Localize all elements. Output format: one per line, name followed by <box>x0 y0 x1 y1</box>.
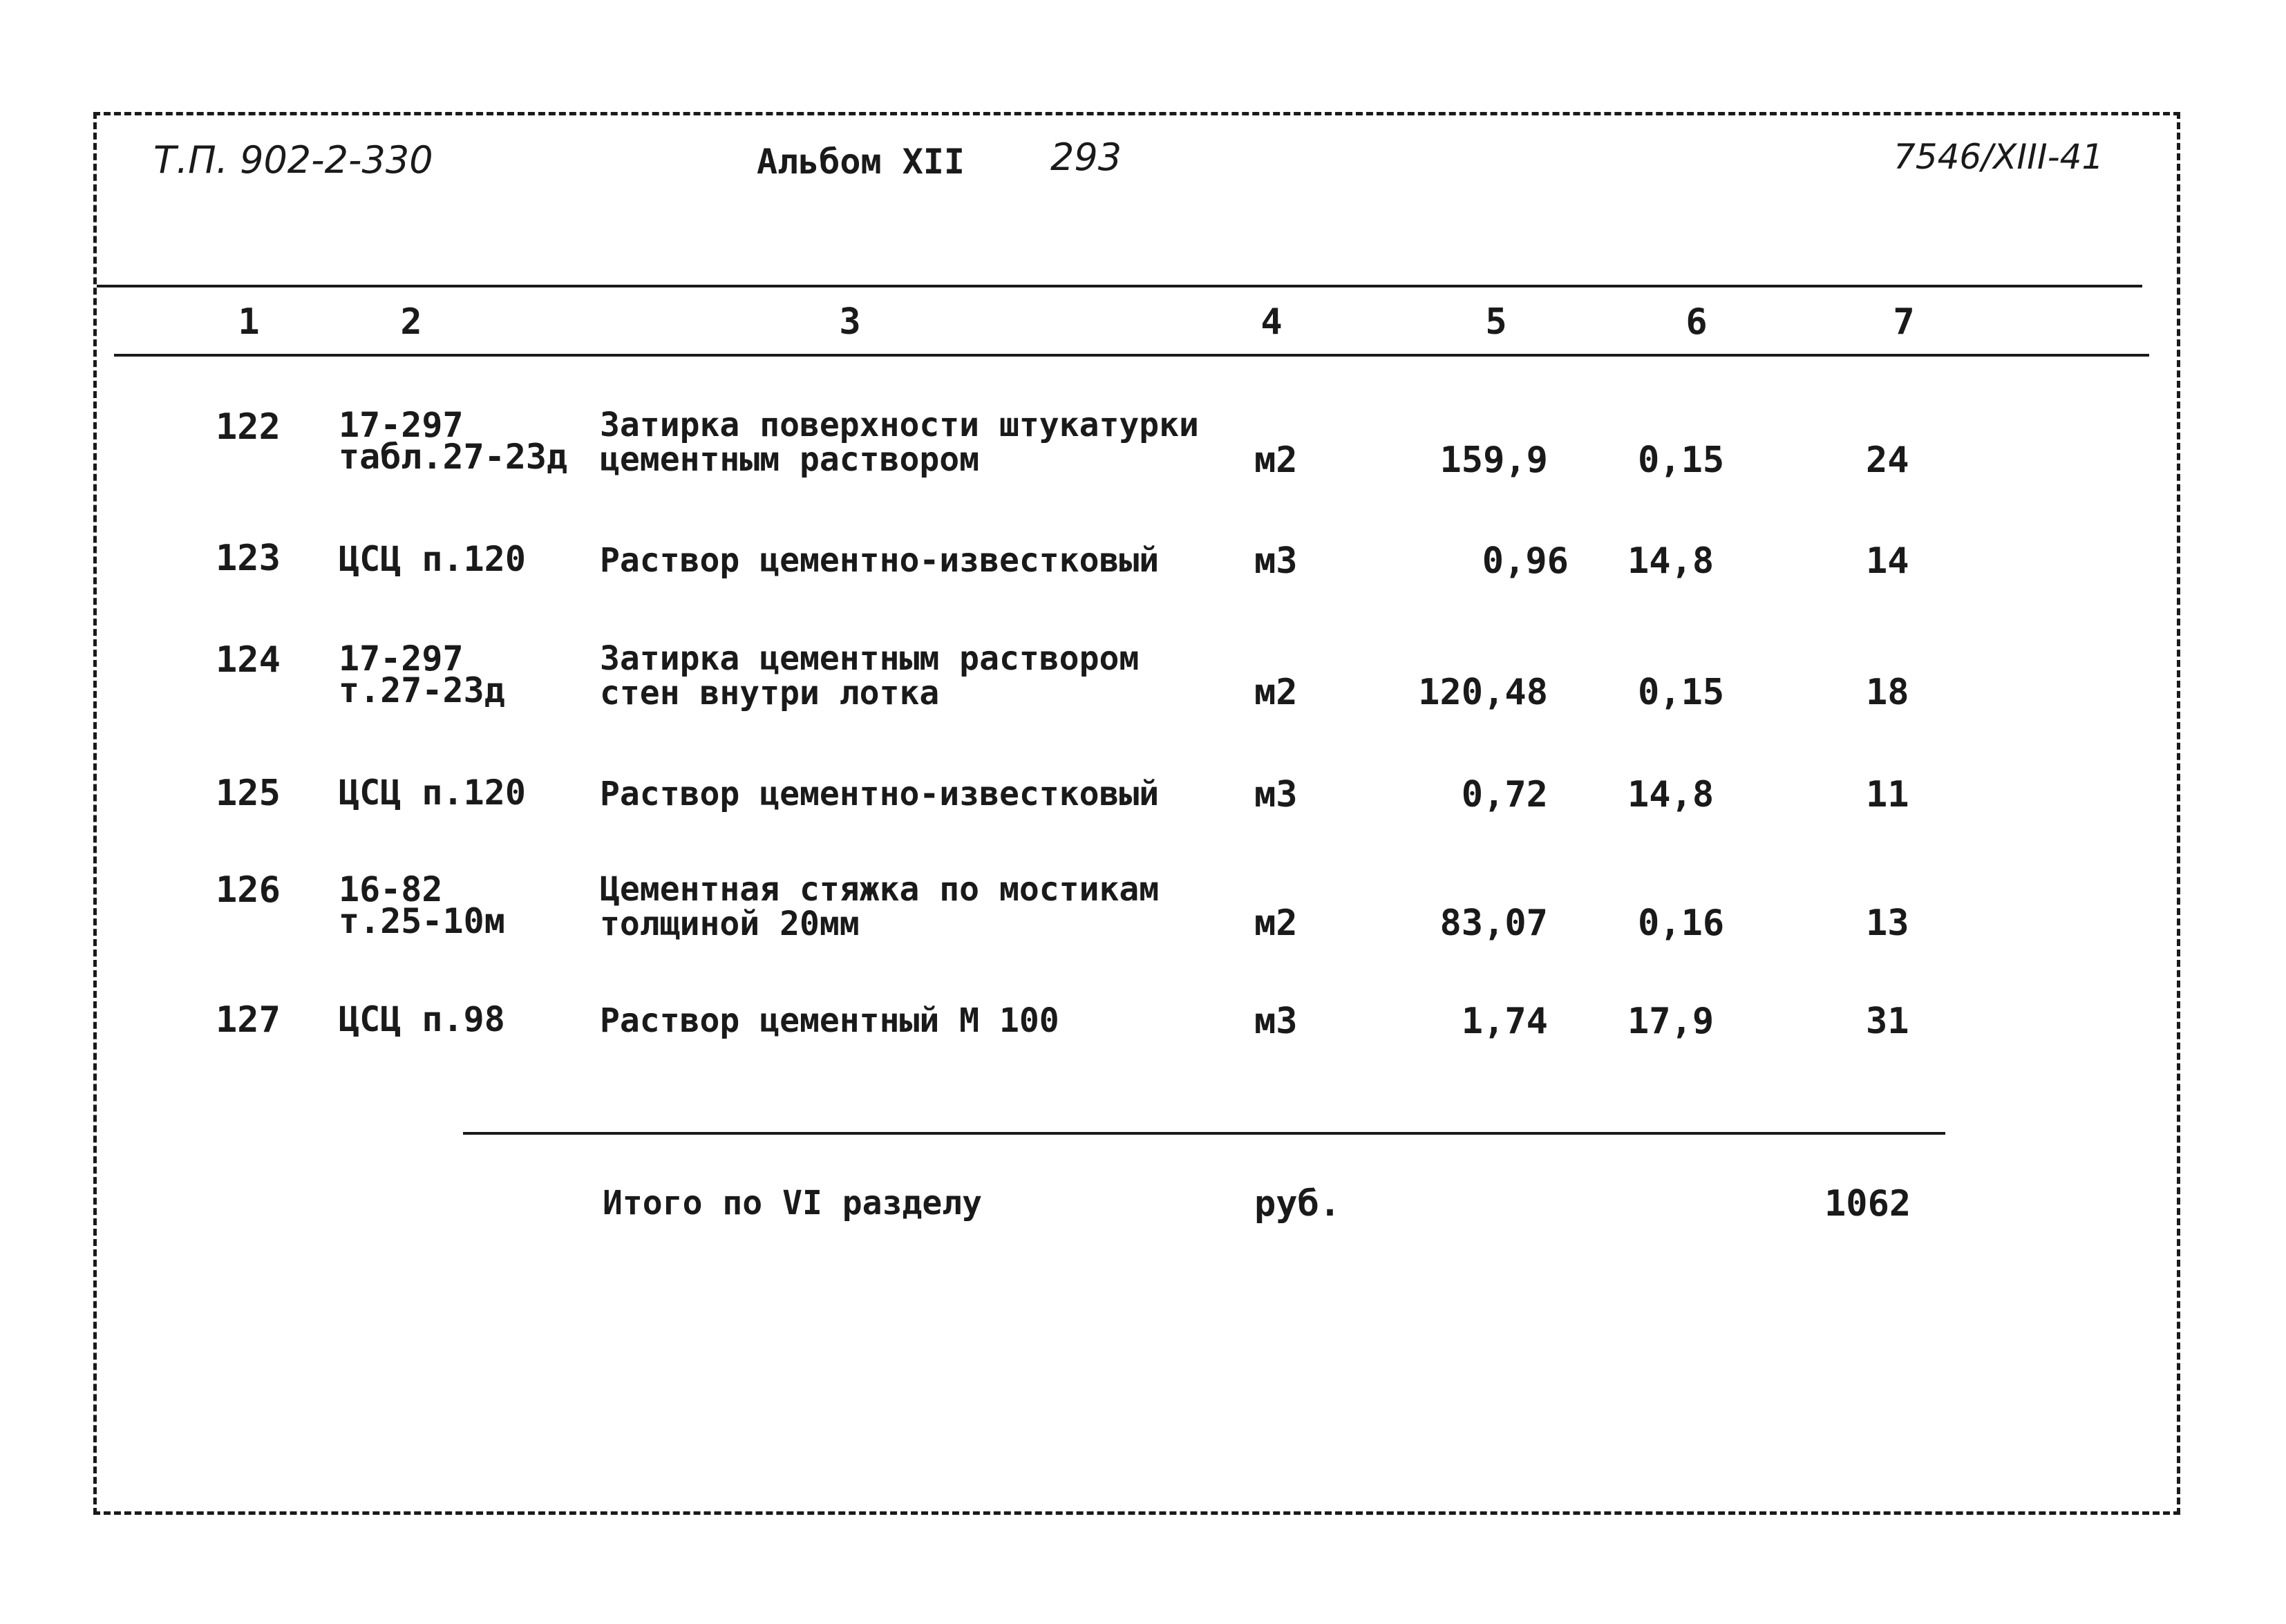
unit: м3 <box>1254 1001 1298 1042</box>
summary-total: 1062 <box>1824 1183 1911 1225</box>
row-number: 122 <box>216 406 281 448</box>
norm-code: 17-297 табл.27-23д <box>339 405 568 477</box>
norm-code: 17-297 т.27-23д <box>339 639 505 710</box>
quantity: 120,48 <box>1418 672 1548 713</box>
column-header-5: 5 <box>1485 301 1507 343</box>
total-cost: 13 <box>1866 903 1909 944</box>
work-description: Раствор цементно-известковый <box>600 775 1160 813</box>
row-number: 123 <box>216 538 281 579</box>
album-label: Альбом XII <box>757 142 965 182</box>
sheet-code: 7546/XIII-41 <box>1893 137 2104 177</box>
row-number: 125 <box>216 773 281 814</box>
quantity: 0,72 <box>1461 774 1548 815</box>
total-cost: 31 <box>1866 1001 1909 1042</box>
unit: м2 <box>1254 440 1298 481</box>
norm-code: ЦСЦ п.98 <box>339 999 505 1039</box>
summary-label: Итого по VI разделу <box>603 1184 983 1222</box>
unit-price: 14,8 <box>1627 774 1714 815</box>
norm-code: ЦСЦ п.120 <box>339 773 526 813</box>
unit: м3 <box>1254 540 1298 582</box>
row-number: 126 <box>216 869 281 911</box>
doc-code: Т.П. 902-2-330 <box>153 138 433 182</box>
unit: м2 <box>1254 903 1298 944</box>
unit: м2 <box>1254 672 1298 713</box>
quantity: 1,74 <box>1461 1001 1548 1042</box>
work-description: Раствор цементный М 100 <box>600 1001 1059 1040</box>
work-description: Цементная стяжка по мостикам толщиной 20мм <box>600 870 1160 943</box>
column-header-3: 3 <box>839 301 861 343</box>
work-description: Затирка цементным раствором стен внутри лотка <box>600 639 1140 712</box>
total-cost: 11 <box>1866 774 1909 815</box>
summary-rule <box>463 1132 1945 1135</box>
quantity: 0,96 <box>1482 540 1569 582</box>
row-number: 124 <box>216 639 281 681</box>
column-header-4: 4 <box>1260 301 1283 343</box>
unit-price: 0,16 <box>1638 903 1725 944</box>
work-description: Раствор цементно-известковый <box>600 541 1160 580</box>
norm-code: 16-82 т.25-10м <box>339 869 505 941</box>
header-top-rule <box>97 285 2142 287</box>
column-header-2: 2 <box>400 301 422 343</box>
unit-price: 0,15 <box>1638 672 1725 713</box>
column-header-1: 1 <box>238 301 260 343</box>
header-bottom-rule <box>114 354 2149 357</box>
norm-code: ЦСЦ п.120 <box>339 539 526 579</box>
unit-price: 14,8 <box>1627 540 1714 582</box>
total-cost: 24 <box>1866 440 1909 481</box>
summary-unit: руб. <box>1254 1183 1341 1225</box>
total-cost: 14 <box>1866 540 1909 582</box>
quantity: 83,07 <box>1439 903 1548 944</box>
unit: м3 <box>1254 774 1298 815</box>
column-header-7: 7 <box>1893 301 1915 343</box>
column-header-6: 6 <box>1685 301 1708 343</box>
unit-price: 0,15 <box>1638 440 1725 481</box>
page-number: 293 <box>1050 135 1122 179</box>
row-number: 127 <box>216 999 281 1041</box>
total-cost: 18 <box>1866 672 1909 713</box>
quantity: 159,9 <box>1439 440 1548 481</box>
work-description: Затирка поверхности штукатурки цементным раствором <box>600 406 1199 479</box>
unit-price: 17,9 <box>1627 1001 1714 1042</box>
